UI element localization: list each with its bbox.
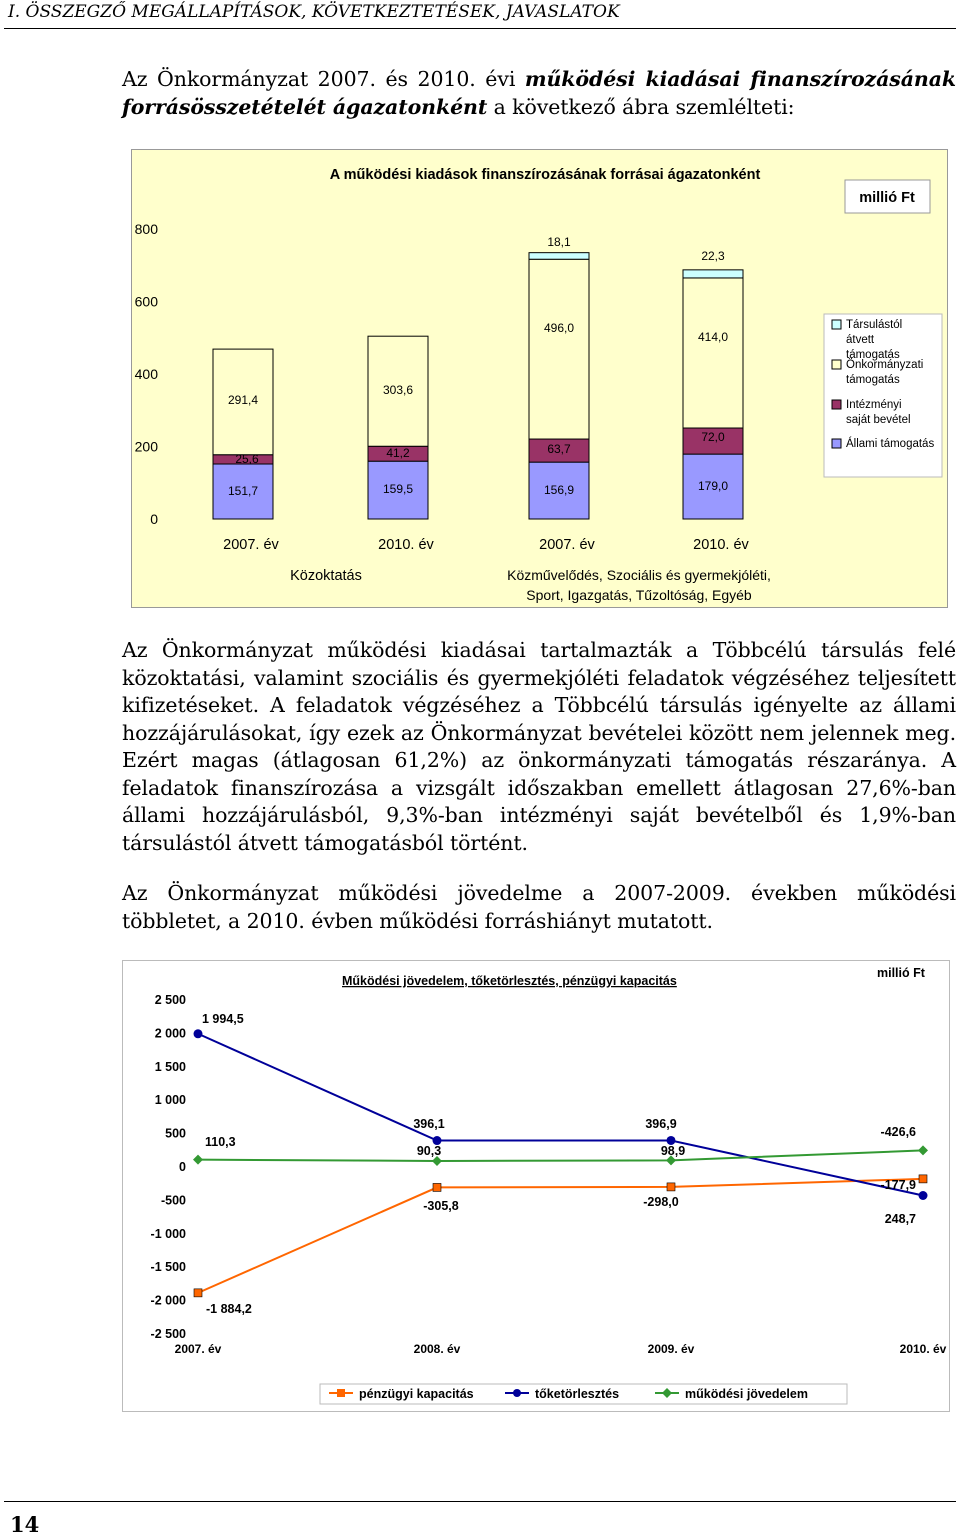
body-paragraph-2: Az Önkormányzat működési jövedelme a 2007-2009. években működési többletet, a 2010. évben működési forráshiányt mutatott. [122,881,956,933]
bar-value-label: 414,0 [697,330,729,344]
legend-swatch [832,360,841,369]
body-paragraph-1: Az Önkormányzat működési kiadásai tartalmazták a Többcélú társulás felé közoktatási, valamint szociális és gyermekjóléti feladatok végzéséhez teljesített kifizetéseket. A feladatok végzéséhez a Többcélú társulás igényelte az állami hozzájárulásokat, így ezek az Önkormányzat bevételei között nem jelennek meg. Ezért magas (átlagosan 61,2%) az önkormányzati támogatás részaránya. A feladatok finanszírozása a vizsgált időszakban emellett átlagosan 27,6%-ban állami hozzájárulásból, 9,3%-ban intézményi saját bevételből és 1,9%-ban társulástól átvett támogatásból történt. [122,638,956,855]
legend-box [824,314,942,477]
legend-label: Intézményi [846,399,902,411]
data-point-marker [919,1175,927,1183]
legend-label: Önkormányzati [846,359,924,371]
y-tick-label: 500 [165,1126,186,1141]
bar-value-label: 179,0 [697,479,729,493]
bar-value-label: 156,9 [543,483,575,497]
data-value-label: 1 994,5 [202,1012,244,1026]
bar-value-label: 303,6 [382,383,414,397]
y-tick-label: 2 500 [154,993,186,1007]
bar-value-label: 151,7 [227,484,259,498]
x-category-label: 2007. év [223,537,279,553]
series-line [198,1150,923,1161]
data-point-marker [193,1155,203,1165]
legend-label: tőketörlesztés [535,1387,620,1401]
intro-paragraph [122,66,956,121]
unit-label: millió Ft [877,966,925,980]
data-point-marker [433,1183,441,1191]
page-number: 14 [10,1512,40,1537]
bar-value-label: 63,7 [547,442,571,456]
y-tick-label: 800 [134,221,158,237]
data-value-label: 396,9 [645,1117,677,1131]
y-tick-label: 1 000 [154,1093,186,1108]
x-category-label: 2010. év [693,537,749,553]
x-category-label: 2007. év [174,1342,222,1356]
data-value-label: -177,9 [880,1178,916,1192]
y-tick-label: 0 [179,1160,186,1174]
data-value-label: 90,3 [416,1144,442,1158]
bar-value-label: 41,2 [386,446,410,460]
legend-swatch [832,400,841,409]
intro-text-1: Az Önkormányzat 2007. és 2010. évi [122,67,525,91]
section-header: I. ÖSSZEGZŐ MEGÁLLAPÍTÁSOK, KÖVETKEZTETÉSEK, JAVASLATOK [8,2,620,22]
chart-title: Működési jövedelem, tőketörlesztés, pénzügyi kapacitás [342,974,677,988]
x-category-label: 2010. év [899,1342,947,1356]
y-tick-label: 1 500 [154,1059,186,1074]
x-category-label: 2009. év [647,1342,695,1356]
bar-value-label: 18,1 [547,235,571,249]
legend-label: Állami támogatás [846,438,935,450]
y-tick-label: 400 [134,366,158,382]
stacked-bar-chart [131,149,948,608]
data-value-label: 396,1 [413,1117,445,1131]
legend-label: támogatás [846,374,900,386]
x-category-label: 2010. év [378,537,434,553]
footer-divider [4,1501,956,1502]
series-line [198,1179,923,1293]
data-value-label: 110,3 [205,1135,236,1149]
bar-segment [529,253,589,260]
bar-value-label: 22,3 [701,249,725,263]
legend-label: Társulástól [846,319,903,331]
legend-label: átvett [846,334,875,346]
data-value-label: -305,8 [423,1199,459,1213]
x-category-label: 2008. év [413,1342,461,1356]
unit-label: millió Ft [859,190,915,206]
y-tick-label: -2 000 [150,1293,186,1308]
group-label-1: Közoktatás [290,568,362,584]
bar-segment [529,259,589,439]
x-category-label: 2007. év [539,537,595,553]
bar-value-label: 496,0 [543,321,575,335]
legend-label: működési jövedelem [685,1387,808,1401]
y-tick-label: -1 000 [150,1226,186,1241]
data-value-label: -426,6 [880,1125,916,1139]
y-tick-label: 0 [150,511,158,527]
header-divider [4,28,956,29]
y-tick-label: -500 [160,1193,186,1208]
legend-swatch [832,439,841,448]
stacked-bar-chart-svg [132,150,947,607]
data-point-marker [919,1191,928,1200]
legend-label: saját bevétel [846,414,911,426]
group-label-2: Közművelődés, Szociális és gyermekjóléti, [507,567,771,583]
legend-swatch-marker [513,1389,521,1397]
y-tick-label: -1 500 [150,1260,186,1275]
y-tick-label: -2 500 [150,1327,186,1341]
line-chart [122,960,950,1412]
intro-bold-text: működési kiadásai finanszírozásának forrásösszetételét ágazatonként [122,67,956,119]
line-chart-svg [123,961,949,1411]
chart-title: A működési kiadások finanszírozásának forrásai ágazatonként [329,167,761,183]
data-point-marker [194,1029,203,1038]
bar-value-label: 25,6 [235,452,259,466]
y-tick-label: 2 000 [154,1026,186,1041]
series-line [198,1034,923,1196]
data-value-label: -298,0 [643,1195,679,1209]
y-tick-label: 200 [134,438,158,455]
data-value-label: 248,7 [884,1212,916,1226]
group-label-2: Sport, Igazgatás, Tűzoltóság, Egyéb [526,587,752,603]
legend-swatch [832,320,841,329]
y-tick-label: 600 [134,293,158,310]
data-point-marker [918,1145,928,1155]
data-point-marker [667,1183,675,1191]
bar-value-label: 291,4 [227,393,259,407]
data-value-label: -1 884,2 [206,1302,252,1316]
intro-text-2: a következő ábra szemlélteti: [487,94,795,119]
bar-segment [683,278,743,428]
data-point-marker [194,1289,202,1297]
data-value-label: 98,9 [660,1144,686,1158]
legend-label: támogatás [846,349,900,361]
bar-value-label: 72,0 [701,430,725,444]
bar-segment [683,270,743,278]
bar-value-label: 159,5 [382,482,414,496]
legend-swatch-marker [337,1389,345,1397]
legend-label: pénzügyi kapacitás [359,1387,474,1401]
